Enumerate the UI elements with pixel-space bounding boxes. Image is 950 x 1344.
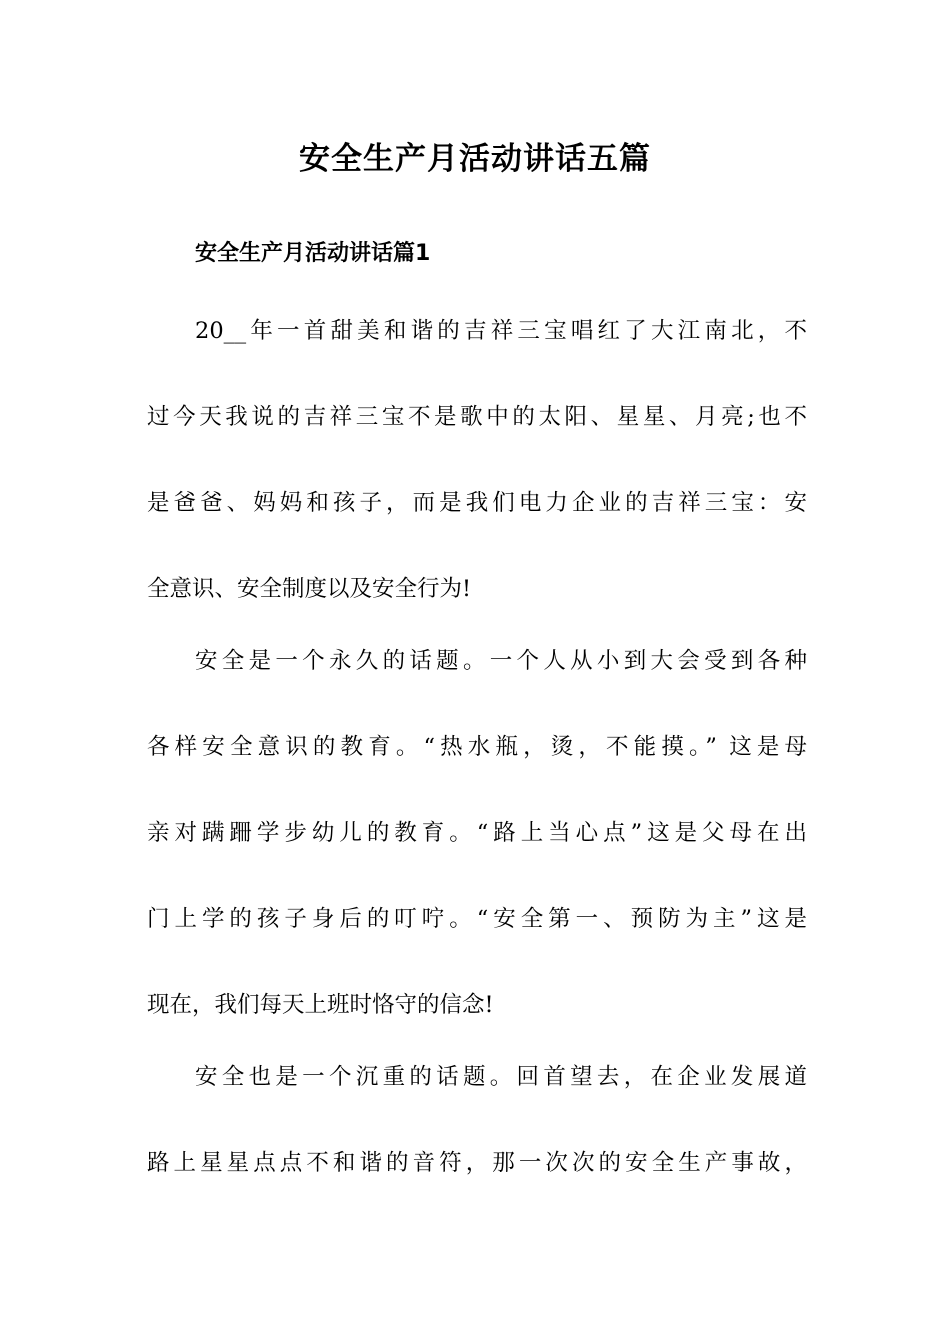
paragraph-1-line-1: 20__年一首甜美和谐的吉祥三宝唱红了大江南北，不 xyxy=(195,318,807,344)
paragraph-3-line-1: 安全也是一个沉重的话题。回首望去，在企业发展道 xyxy=(195,1064,807,1090)
paragraph-1-line-2: 过今天我说的吉祥三宝不是歌中的太阳、星星、月亮;也不 xyxy=(147,404,807,430)
section-heading: 安全生产月活动讲话篇1 xyxy=(195,241,431,266)
paragraph-2-line-1: 安全是一个永久的话题。一个人从小到大会受到各种 xyxy=(195,648,807,674)
paragraph-3-line-2: 路上星星点点不和谐的音符，那一次次的安全生产事故， xyxy=(147,1150,807,1176)
document-title: 安全生产月活动讲话五篇 xyxy=(299,141,651,177)
paragraph-1-line-4: 全意识、安全制度以及安全行为! xyxy=(147,576,472,602)
paragraph-2-line-5: 现在，我们每天上班时恪守的信念! xyxy=(147,992,494,1018)
paragraph-1-line-3: 是爸爸、妈妈和孩子，而是我们电力企业的吉祥三宝：安 xyxy=(147,490,807,516)
paragraph-2-line-2: 各样安全意识的教育。“热水瓶，烫，不能摸。” 这是母 xyxy=(147,734,807,760)
paragraph-2-line-3: 亲对蹒跚学步幼儿的教育。“路上当心点”这是父母在出 xyxy=(147,820,807,846)
paragraph-2-line-4: 门上学的孩子身后的叮咛。“安全第一、预防为主”这是 xyxy=(147,906,807,932)
